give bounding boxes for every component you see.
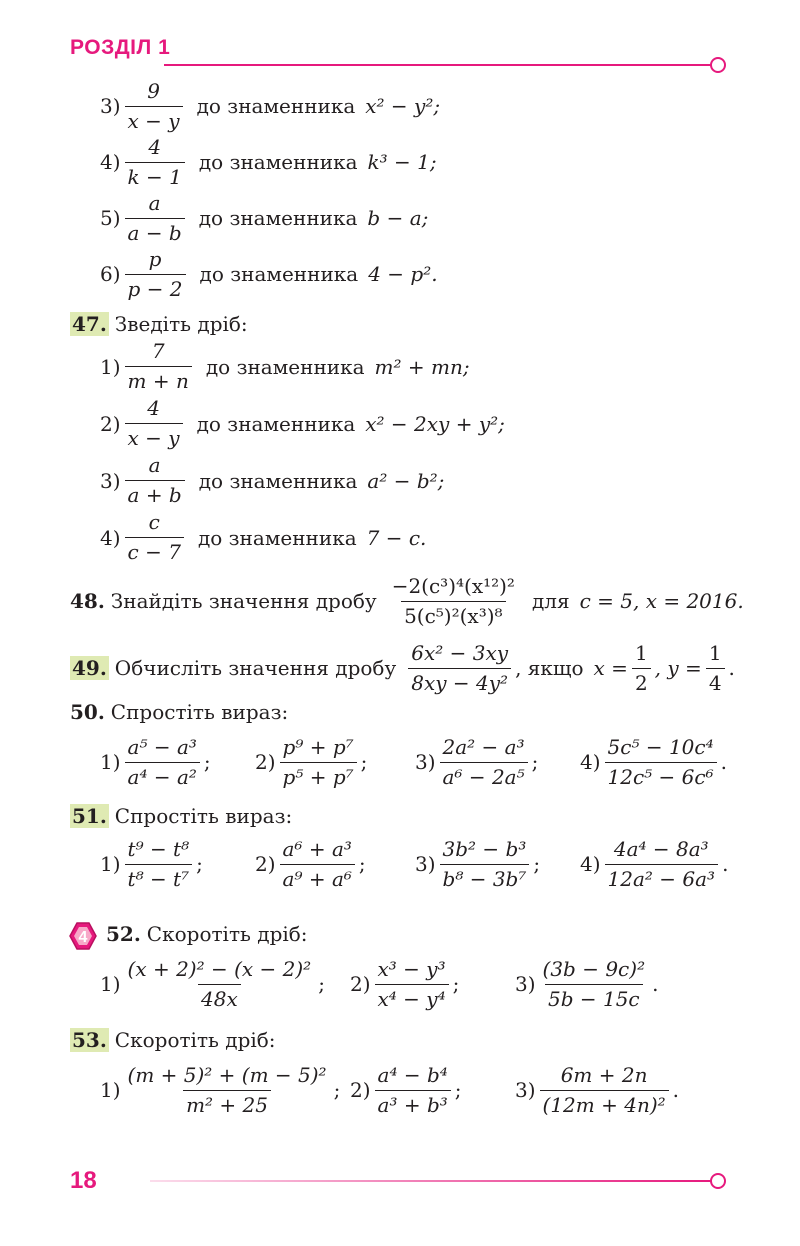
list-item: 2) $\frac{\text{p⁹ + p⁷}}{\text{p⁵ + p⁷}}$ ; bbox=[255, 734, 368, 789]
list-item: 2) $\frac{\text{x³ − y³}}{\text{x⁴ − y⁴}}$ ; bbox=[350, 956, 460, 1011]
fraction: $\frac{p}{p - 2}$ bbox=[125, 247, 186, 302]
fraction: $\frac{1}{4}$ bbox=[706, 641, 725, 696]
list-item: 4) $\frac{\text{5c⁵ − 10c⁴}}{\text{12c⁵ − 6c⁶}}$ . bbox=[580, 734, 727, 789]
fraction: $\frac{1}{2}$ bbox=[632, 641, 651, 696]
footer-rule bbox=[150, 1180, 712, 1182]
list-item: 1) $\frac{\text{t⁹ − t⁸}}{\text{t⁸ − t⁷}}$ ; bbox=[100, 836, 203, 891]
problem-49: 49. Обчисліть значення дробу $\frac{\text{6x² − 3xy}}{\text{8xy − 4y²}}$ , якщо x = $\frac{1}{2}$ , y = $\frac{1}{4}$ . bbox=[72, 640, 735, 695]
section-header: РОЗДІЛ 1 bbox=[70, 36, 171, 59]
fraction: $\frac{\text{t⁹ − t⁸}}{\text{t⁸ − t⁷}}$ bbox=[125, 837, 193, 892]
fraction: $\frac{\text{−2(c³)⁴(x¹²)²}}{\text{5(c⁵)²(x³)⁸}}$ bbox=[391, 573, 515, 628]
list-item: 1) $\frac{\text{(x + 2)² − (x − 2)²}}{48x}$ ; bbox=[100, 956, 325, 1011]
page-number: 18 bbox=[70, 1167, 97, 1194]
header-rule bbox=[164, 64, 712, 66]
list-item: 4) $\frac{4}{k - 1}$ до знаменника k³ − 1; bbox=[100, 134, 437, 189]
problem-52-title: 52. Скоротіть дріб: bbox=[106, 922, 308, 946]
list-item: 2) $\frac{\text{a⁶ + a³}}{\text{a⁹ + a⁶}}$ ; bbox=[255, 836, 366, 891]
fraction: $\frac{\text{a⁴ − b⁴}}{\text{a³ + b³}}$ bbox=[375, 1063, 451, 1118]
fraction: $\frac{\text{2a² − a³}}{\text{a⁶ − 2a⁵}}$ bbox=[440, 735, 528, 790]
fraction: $\frac{4}{x - y}$ bbox=[125, 396, 183, 451]
level-4-badge-icon bbox=[68, 921, 98, 951]
list-item: 4) $\frac{\text{4a⁴ − 8a³}}{\text{12a² − 6a³}}$ . bbox=[580, 836, 729, 891]
fraction: $\frac{c}{c - 7}$ bbox=[125, 510, 184, 565]
fraction: $\frac{a}{a - b}$ bbox=[125, 191, 185, 246]
fraction: $\frac{\text{(m + 5)² + (m − 5)²}}{\text{m² + 25}}$ bbox=[127, 1062, 327, 1117]
fraction: $\frac{\text{p⁹ + p⁷}}{\text{p⁵ + p⁷}}$ bbox=[280, 735, 357, 790]
fraction: $\frac{\text{6x² − 3xy}}{\text{8xy − 4y²}}$ bbox=[408, 641, 511, 696]
list-item: 3) $\frac{\text{3b² − b³}}{\text{b⁸ − 3b⁷}}$ ; bbox=[415, 836, 541, 891]
fraction: $\frac{\text{5c⁵ − 10c⁴}}{\text{12c⁵ − 6c⁶}}$ bbox=[605, 735, 717, 790]
list-item: 1) $\frac{\text{a⁵ − a³}}{\text{a⁴ − a²}}$ ; bbox=[100, 734, 211, 789]
fraction: $\frac{a}{a + b}$ bbox=[125, 453, 185, 508]
list-item: 2) $\frac{4}{x - y}$ до знаменника x² − 2xy + y²; bbox=[100, 396, 505, 450]
fraction: $\frac{9}{x - y}$ bbox=[125, 79, 183, 134]
fraction: $\frac{4}{k - 1}$ bbox=[125, 135, 185, 190]
problem-53-title: 53. Скоротіть дріб: bbox=[72, 1028, 276, 1052]
problem-50-title: 50. Спростіть вираз: bbox=[70, 700, 289, 724]
fraction: $\frac{\text{x³ − y³}}{\text{x⁴ − y⁴}}$ bbox=[375, 957, 449, 1012]
list-item: 3) $\frac{\text{2a² − a³}}{\text{a⁶ − 2a⁵}}$ ; bbox=[415, 734, 539, 789]
fraction: $\frac{\text{a⁶ + a³}}{\text{a⁹ + a⁶}}$ bbox=[280, 837, 355, 892]
list-item: 3) $\frac{6m + 2n}{\text{(12m + 4n)²}}$ . bbox=[515, 1062, 680, 1117]
problem-47-items bbox=[100, 338, 505, 566]
list-item: 2) $\frac{\text{a⁴ − b⁴}}{\text{a³ + b³}}$ ; bbox=[350, 1062, 462, 1117]
fraction: $\frac{\text{4a⁴ − 8a³}}{\text{12a² − 6a³}}$ bbox=[605, 837, 719, 892]
problem-47-title: 47. Зведіть дріб: bbox=[72, 312, 248, 336]
list-item: 3) $\frac{9}{x - y}$ до знаменника x² − y²; bbox=[100, 78, 441, 133]
level-badge-text: 4 bbox=[78, 929, 88, 946]
fraction: $\frac{\text{a⁵ − a³}}{\text{a⁴ − a²}}$ bbox=[125, 735, 200, 790]
fraction: $\frac{\text{(3b − 9c)²}}{5b - 15c}$ bbox=[542, 956, 646, 1011]
problem-53-items bbox=[100, 1060, 715, 1120]
list-item: 3) $\frac{a}{a + b}$ до знаменника a² − b²; bbox=[100, 453, 445, 507]
fraction: $\frac{7}{m + n}$ bbox=[125, 339, 192, 394]
footer-rule-end-circle bbox=[710, 1173, 726, 1189]
list-item: 1) $\frac{\text{(m + 5)² + (m − 5)²}}{\text{m² + 25}}$ ; bbox=[100, 1062, 341, 1117]
problem-48: 48. Знайдіть значення дробу $\frac{\text{−2(c³)⁴(x¹²)²}}{\text{5(c⁵)²(x³)⁸}}$ для c = 5, x = 2016. bbox=[70, 573, 744, 628]
fraction: $\frac{\text{3b² − b³}}{\text{b⁸ − 3b⁷}}$ bbox=[440, 837, 530, 892]
list-item: 1) $\frac{7}{m + n}$ до знаменника m² + mn; bbox=[100, 339, 470, 393]
problem-52-items bbox=[100, 954, 715, 1014]
fraction: $\frac{6m + 2n}{\text{(12m + 4n)²}}$ bbox=[540, 1063, 669, 1118]
list-item: 6) $\frac{p}{p - 2}$ до знаменника 4 − p². bbox=[100, 246, 438, 301]
fraction: $\frac{\text{(x + 2)² − (x − 2)²}}{48x}$ bbox=[127, 956, 312, 1011]
header-rule-end-circle bbox=[710, 57, 726, 73]
problem-50-items bbox=[100, 732, 740, 792]
problem-51-title: 51. Спростіть вираз: bbox=[72, 804, 293, 828]
problem-51-items bbox=[100, 834, 740, 894]
list-item: 3) $\frac{\text{(3b − 9c)²}}{5b - 15c}$ . bbox=[515, 956, 659, 1011]
list-item: 5) $\frac{a}{a - b}$ до знаменника b − a; bbox=[100, 190, 429, 245]
problem-46-continued bbox=[100, 78, 440, 302]
list-item: 4) $\frac{c}{c - 7}$ до знаменника 7 − c. bbox=[100, 510, 427, 564]
